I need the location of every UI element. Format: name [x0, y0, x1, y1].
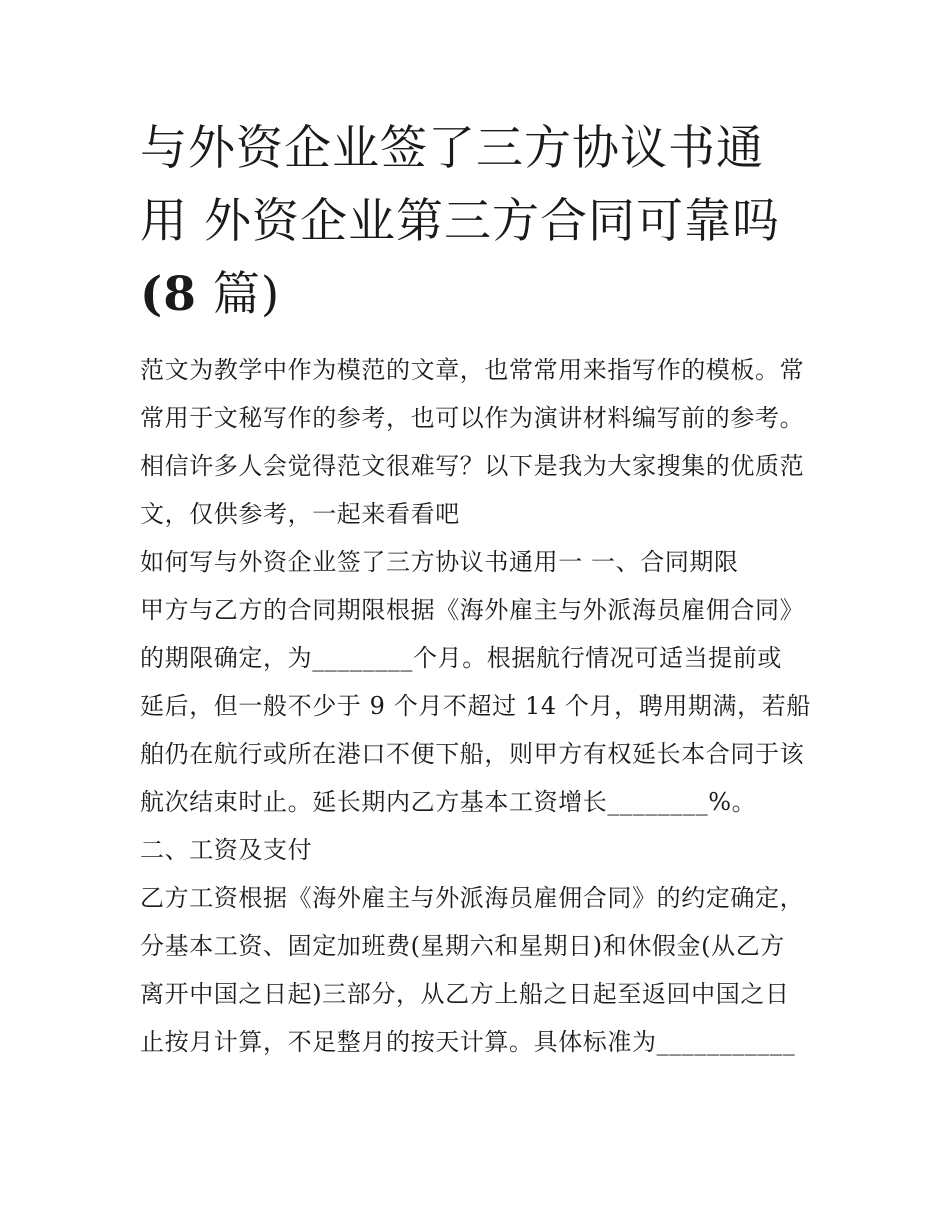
document-body — [140, 346, 820, 1066]
text-line: 甲方与乙方的合同期限根据《海外雇主与外派海员雇佣合同》 — [140, 596, 805, 624]
text-line: 乙方工资根据《海外雇主与外派海员雇佣合同》的约定确定， — [140, 884, 805, 912]
text-line: 的期限确定，为________个月。根据航行情况可适当提前或 — [140, 644, 782, 672]
text-line: 延后，但一般不少于 9 个月不超过 14 个月，聘用期满，若船 — [140, 692, 811, 720]
title-count-suffix: 篇) — [196, 267, 281, 322]
document-page — [140, 112, 820, 1066]
text-line: 分基本工资、固定加班费(星期六和星期日)和休假金(从乙方 — [140, 932, 785, 960]
text-line: 范文为教学中作为模范的文章，也常常用来指写作的模板。常 — [140, 356, 805, 384]
text-line: 离开中国之日起)三部分，从乙方上船之日起至返回中国之日 — [140, 980, 790, 1008]
title-count: (8 — [140, 267, 197, 322]
title-line-3 — [140, 258, 820, 331]
text-line: 相信许多人会觉得范文很难写？以下是我为大家搜集的优质范 — [140, 452, 805, 480]
text-line: 舶仍在航行或所在港口不便下船，则甲方有权延长本合同于该 — [140, 740, 805, 768]
document-title — [140, 112, 820, 331]
title-line-2: 用 外资企业第三方合同可靠吗 — [140, 194, 780, 249]
text-line: 常用于文秘写作的参考，也可以作为演讲材料编写前的参考。 — [140, 404, 805, 432]
section-heading-1: 如何写与外资企业签了三方协议书通用一 一、合同期限 — [140, 548, 739, 576]
text-line: 止按月计算，不足整月的按天计算。具体标准为___________ — [140, 1028, 796, 1056]
title-line-1: 与外资企业签了三方协议书通 — [140, 121, 764, 176]
text-line: 航次结束时止。延长期内乙方基本工资增长________%。 — [140, 788, 757, 816]
text-line: 文，仅供参考，一起来看看吧 — [140, 500, 460, 528]
section-heading-2: 二、工资及支付 — [140, 836, 313, 864]
